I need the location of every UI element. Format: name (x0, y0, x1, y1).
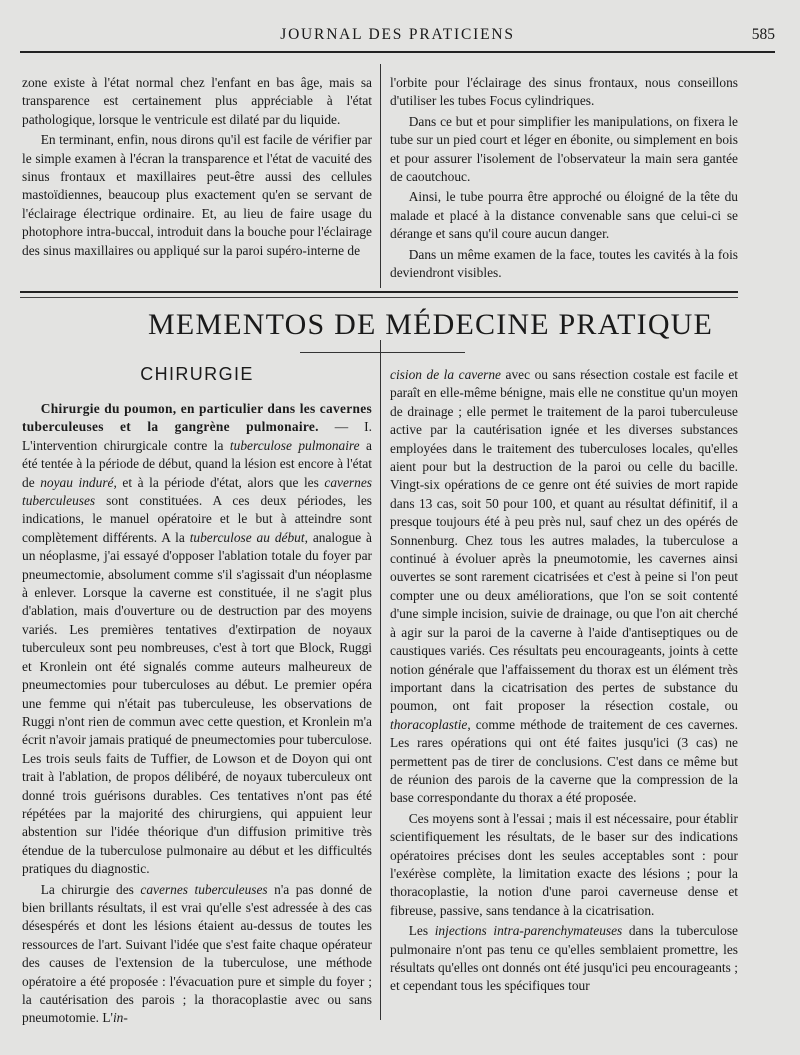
paragraph: l'orbite pour l'éclairage des sinus frontaux, nous conseillons d'utiliser les tubes Focus cylindriques. (390, 75, 738, 109)
section-heading: MEMENTOS DE MÉDECINE PRATIQUE (148, 308, 714, 341)
article-right-column (390, 366, 738, 996)
paragraph: En terminant, enfin, nous dirons qu'il est facile de vérifier par le simple examen à l'écran la transparence et l'état de vacuité des sinus frontaux et maxillaires peut-être aussi des cellules mastoïdiennes, beaucoup plus exactement qu'en se servant de l'éclairage électrique ordinaire. Et, au lieu de faire usage du photophore intra-buccal, introduit dans la bouche pour l'éclairage des sinus maxillaires ou appliqué sur la paroi supéro-interne de (22, 132, 372, 258)
header-rule (20, 51, 775, 53)
running-header (20, 26, 775, 52)
paragraph: zone existe à l'état normal chez l'enfant en bas âge, mais sa transparence est certainement plus appréciable à l'état pathologique, lorsque le ventricule est dilaté par du liquide. (22, 75, 372, 127)
subsection-heading: CHIRURGIE (140, 364, 254, 384)
paragraph: Chirurgie du poumon, en particulier dans les cavernes tuberculeuses et la gangrène pulmonaire. — I. L'intervention chirurgicale contre la tuberculose pulmonaire a été tentée à la période de début, quand la lésion est encore à l'état de noyau induré, et à la période d'état, alors que les cavernes tuberculeuses sont constituées. A ces deux périodes, les indications, le manuel opératoire et le but à atteindre sont complètement différents. A la tuberculose au début, analogue à un néoplasme, j'ai essayé d'opposer l'ablation totale du foyer par pneumectomie, absolument comme s'il s'agissait d'un néoplasme à enlever. Lorsque la caverne est constituée, il ne s'agit plus d'ablation, mais d'ouverture ou de destruction par des moyens variés. Les premières tentatives d'extirpation de noyaux tuberculeux sont peu nombreuses, c'est à tort que Block, Ruggi et Kronlein ont été signalés comme auteurs malheureux de pneumectomies pour tuberculoses au début. Le premier opéra une femme qui n'était pas tuberculeuse, les observations de Ruggi n'ont rien de commun avec cette question, et Kronlein m'a écrit n'avoir jamais pratiqué de pneumectomies pour tuberculose. Les trois seuls faits de Tuffier, de Lowson et de Doyon qui ont trait à l'ablation, de propos délibéré, de noyaux tuberculeux ont donné trois guérisons durables. Ces tentatives n'ont pas été répétées par la majorité des chirurgiens, qui appuient leur abstention sur l'idée théorique d'un diffusion primitive très étendue de la tuberculose pulmonaire au début et les difficultés pratiques du diagnostic. (22, 401, 372, 877)
article-left-column (22, 400, 372, 1028)
top-right-column (390, 74, 738, 282)
page-number: 585 (751, 26, 775, 43)
section-separator (20, 291, 738, 298)
top-left-column (22, 74, 372, 260)
paragraph: cision de la caverne avec ou sans résection costale est facile et paraît en elle-même bénigne, mais elle ne constitue qu'un moyen de drainage ; elle permet le traitement de la paroi tuberculeuse active par la cautérisation ignée et les diverses substances employées dans le traitement des tuberculoses locales, qu'elles aient pour but la destruction de la paroi ou celle du bacille. Vingt-six opérations de ce genre ont été suivies de mort rapide dans 13 cas, soit 50 pour 100, et quant au résultat définitif, il a presque toujours été à peu près nul, sauf chez un des opérés de Sonnenburg. Chez tous les autres malades, la tuberculose a continué à évoluer après la pneumotomie, les cavernes ainsi ouvertes se sont rarement cicatrisées et c'est à peine si l'on peut compter une ou deux améliorations, que l'on se soit contenté d'une simple incision, suivie de drainage, ou que l'on ait cherché à agir sur la paroi de la caverne à l'aide d'antiseptiques ou de caustiques variés. Ces résultats peu encourageants, joints à cette notion générale que l'affaissement du thorax est un élément très important dans la cicatrisation des pertes de substance du poumon, ont fait proposer la résection costale, ou thoracoplastie, comme méthode de traitement de ces cavernes. Les rares opérations qui ont été faites jusqu'ici (3 cas) ne permettent pas de tirer de conclusions. C'est dans ce même but de réunion des parois de la caverne que la compression de la base correspondante du thorax a été proposée. (390, 367, 738, 806)
column-divider (380, 340, 381, 1020)
column-divider (380, 64, 381, 288)
heading-underline (300, 352, 465, 353)
paragraph: La chirurgie des cavernes tuberculeuses n'a pas donné de bien brillants résultats, il est vrai qu'elle s'est adressée à des cas désespérés et dont les lésions étaient au-dessus de toutes les ressources de l'art. Suivant l'idée que s'est faite chaque opérateur des causes de l'extension de la tuberculose, une méthode opératoire a été proposée : l'évacuation pure et simple du foyer ; la cautérisation des parois ; la thoracoplastie avec ou sans pneumotomie. L'in- (22, 881, 372, 1026)
paragraph: Ainsi, le tube pourra être approché ou éloigné de la tête du malade et placé à la distance convenable sans que celui-ci se dérange et sans qu'il coure aucun danger. (390, 189, 738, 242)
paragraph: Dans ce but et pour simplifier les manipulations, on fixera le tube sur un pied court et léger en ébonite, ou simplement en bois et pour assurer l'isolement de l'observateur la main sera gantée de caoutchouc. (390, 113, 738, 185)
paragraph: Dans un même examen de la face, toutes les cavités à la fois deviendront visibles. (390, 246, 738, 281)
article-title: Chirurgie du poumon, en particulier dans les cavernes tuberculeuses et la gangrène pulmonaire. (22, 401, 372, 435)
paragraph: Ces moyens sont à l'essai ; mais il est nécessaire, pour établir scientifiquement les résultats, de le baser sur des indications opératoires précises dont les seules acceptables sont : pour l'exérèse complète, la limitation exacte des lésions ; pour la thoracoplastie, la notion d'une paroi caverneuse dense et fibreuse, passive, sans tendance à la cicatrisation. (390, 810, 738, 918)
running-title: JOURNAL DES PRATICIENS (280, 26, 515, 43)
paragraph: Les injections intra-parenchymateuses dans la tuberculose pulmonaire n'ont pas tenu ce qu'elles semblaient promettre, les résultats qu'elles ont donnés ont été jusqu'ici peu encourageants ; et cependant tous les spécifiques tour (390, 923, 738, 994)
